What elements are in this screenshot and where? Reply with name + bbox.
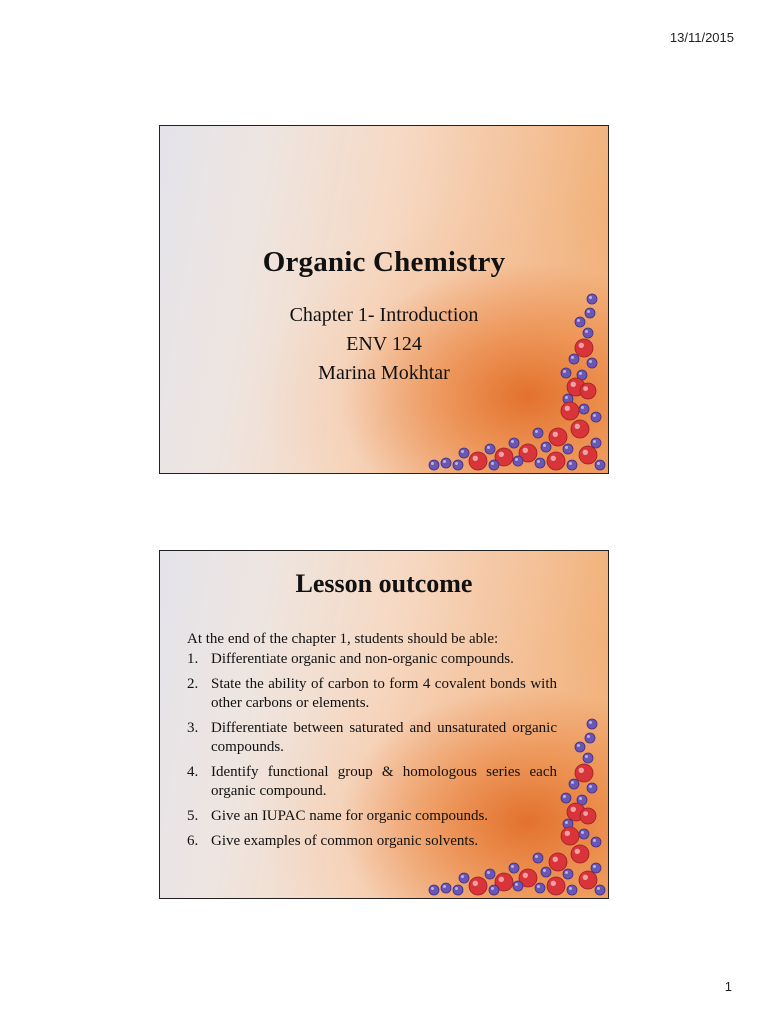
atom-purple-icon — [453, 460, 463, 470]
item-text: Differentiate between saturated and unsaturated organic compounds. — [211, 720, 557, 755]
atom-purple-icon — [533, 853, 543, 863]
atom-highlight — [431, 887, 434, 890]
molecule-decoration-icon — [428, 718, 608, 898]
atom-highlight — [473, 881, 478, 886]
atom-purple-icon — [489, 460, 499, 470]
atom-purple-icon — [459, 448, 469, 458]
atom-purple-icon — [541, 867, 551, 877]
atom-purple-icon — [509, 438, 519, 448]
atom-purple-icon — [569, 779, 579, 789]
atom-purple-icon — [575, 742, 585, 752]
course-code: ENV 124 — [346, 333, 422, 355]
atom-highlight — [443, 460, 446, 463]
outcome-intro: At the end of the chapter 1, students should be able: — [187, 631, 499, 647]
atom-purple-icon — [569, 354, 579, 364]
atom-purple-icon — [563, 869, 573, 879]
atom-highlight — [487, 871, 490, 874]
atom-purple-icon — [567, 885, 577, 895]
atom-highlight — [569, 462, 572, 465]
atom-purple-icon — [561, 368, 571, 378]
atom-purple-icon — [595, 885, 605, 895]
atom-red-icon — [469, 452, 487, 470]
item-text: Give an IUPAC name for organic compounds. — [211, 808, 489, 824]
atom-highlight — [579, 372, 582, 375]
atom-highlight — [589, 785, 592, 788]
atom-purple-icon — [587, 294, 597, 304]
atom-red-icon — [547, 877, 565, 895]
atom-highlight — [571, 807, 576, 812]
atom-red-icon — [547, 452, 565, 470]
item-text: Give examples of common organic solvents. — [211, 833, 479, 849]
atom-highlight — [569, 887, 572, 890]
atom-purple-icon — [595, 460, 605, 470]
atom-highlight — [589, 721, 592, 724]
atom-highlight — [535, 855, 538, 858]
atom-red-icon — [549, 428, 567, 446]
atom-highlight — [587, 310, 590, 313]
atom-highlight — [581, 406, 584, 409]
atom-red-icon — [571, 420, 589, 438]
atom-purple-icon — [563, 444, 573, 454]
atom-highlight — [579, 343, 584, 348]
author-name: Marina Mokhtar — [318, 362, 450, 384]
atom-highlight — [543, 444, 546, 447]
atom-purple-icon — [453, 885, 463, 895]
atom-highlight — [535, 430, 538, 433]
atom-red-icon — [561, 402, 579, 420]
atom-highlight — [553, 432, 558, 437]
atom-highlight — [461, 450, 464, 453]
list-item — [187, 675, 557, 713]
atom-highlight — [473, 456, 478, 461]
item-text: Identify functional group & homologous series each organic compound. — [211, 764, 557, 799]
atom-purple-icon — [459, 873, 469, 883]
atom-highlight — [583, 386, 588, 391]
atom-purple-icon — [485, 869, 495, 879]
atom-highlight — [593, 414, 596, 417]
item-number: 2. — [187, 676, 199, 692]
atom-highlight — [523, 873, 528, 878]
atom-highlight — [583, 450, 588, 455]
atom-purple-icon — [579, 829, 589, 839]
atom-highlight — [431, 462, 434, 465]
atom-highlight — [579, 768, 584, 773]
slide-lesson-outcome — [159, 550, 609, 899]
atom-purple-icon — [429, 460, 439, 470]
atom-purple-icon — [591, 412, 601, 422]
atom-highlight — [593, 839, 596, 842]
atom-highlight — [579, 797, 582, 800]
atom-highlight — [551, 456, 556, 461]
atom-highlight — [563, 370, 566, 373]
atom-highlight — [565, 446, 568, 449]
item-number: 6. — [187, 833, 199, 849]
atom-purple-icon — [583, 328, 593, 338]
atom-purple-icon — [513, 881, 523, 891]
atom-highlight — [499, 452, 504, 457]
atom-highlight — [597, 887, 600, 890]
slide-title: Organic Chemistry — [262, 246, 506, 278]
atom-red-icon — [549, 853, 567, 871]
atom-highlight — [571, 382, 576, 387]
atom-purple-icon — [583, 753, 593, 763]
atom-highlight — [565, 821, 568, 824]
item-number: 5. — [187, 808, 199, 824]
atom-purple-icon — [489, 885, 499, 895]
atom-highlight — [551, 881, 556, 886]
atom-purple-icon — [533, 428, 543, 438]
atom-highlight — [575, 424, 580, 429]
atom-highlight — [577, 319, 580, 322]
atom-purple-icon — [441, 883, 451, 893]
atom-red-icon — [575, 339, 593, 357]
atom-highlight — [593, 865, 596, 868]
atom-purple-icon — [591, 438, 601, 448]
atom-purple-icon — [591, 837, 601, 847]
atom-highlight — [581, 831, 584, 834]
atom-purple-icon — [567, 460, 577, 470]
item-number: 3. — [187, 720, 199, 736]
atom-highlight — [537, 460, 540, 463]
atom-highlight — [515, 458, 518, 461]
atom-highlight — [565, 396, 568, 399]
atom-purple-icon — [591, 863, 601, 873]
slide-title: Lesson outcome — [295, 569, 473, 598]
atom-highlight — [589, 296, 592, 299]
atom-red-icon — [571, 845, 589, 863]
atom-highlight — [511, 865, 514, 868]
atom-purple-icon — [429, 885, 439, 895]
atom-purple-icon — [585, 308, 595, 318]
atom-highlight — [585, 755, 588, 758]
atom-highlight — [455, 462, 458, 465]
item-text: State the ability of carbon to form 4 covalent bonds with other carbons or elements. — [211, 676, 557, 711]
item-number: 1. — [187, 651, 199, 667]
atom-purple-icon — [579, 404, 589, 414]
atom-red-icon — [580, 383, 596, 399]
atom-highlight — [543, 869, 546, 872]
atom-purple-icon — [575, 317, 585, 327]
atom-highlight — [553, 857, 558, 862]
list-item — [187, 650, 557, 669]
atom-red-icon — [579, 871, 597, 889]
atom-red-icon — [579, 446, 597, 464]
atom-highlight — [587, 735, 590, 738]
atom-highlight — [593, 440, 596, 443]
atom-highlight — [583, 811, 588, 816]
atom-red-icon — [575, 764, 593, 782]
atom-highlight — [491, 887, 494, 890]
atom-highlight — [577, 744, 580, 747]
atom-highlight — [565, 406, 570, 411]
atom-highlight — [571, 356, 574, 359]
atom-red-icon — [561, 827, 579, 845]
atom-highlight — [455, 887, 458, 890]
atom-purple-icon — [587, 719, 597, 729]
atom-purple-icon — [535, 883, 545, 893]
atom-highlight — [585, 330, 588, 333]
item-text: Differentiate organic and non-organic compounds. — [211, 651, 514, 667]
atom-purple-icon — [535, 458, 545, 468]
atom-purple-icon — [441, 458, 451, 468]
chapter-line: Chapter 1- Introduction — [289, 304, 479, 326]
atom-highlight — [499, 877, 504, 882]
atom-highlight — [515, 883, 518, 886]
atom-highlight — [575, 849, 580, 854]
atom-red-icon — [469, 877, 487, 895]
atom-highlight — [511, 440, 514, 443]
atom-highlight — [443, 885, 446, 888]
item-number: 4. — [187, 764, 199, 780]
atom-purple-icon — [513, 456, 523, 466]
page-number: 1 — [724, 979, 732, 994]
atom-purple-icon — [541, 442, 551, 452]
atom-red-icon — [580, 808, 596, 824]
atom-highlight — [597, 462, 600, 465]
atom-highlight — [563, 795, 566, 798]
atom-highlight — [589, 360, 592, 363]
atom-purple-icon — [585, 733, 595, 743]
atom-purple-icon — [509, 863, 519, 873]
atom-purple-icon — [485, 444, 495, 454]
atom-purple-icon — [587, 783, 597, 793]
atom-highlight — [571, 781, 574, 784]
atom-highlight — [491, 462, 494, 465]
atom-highlight — [565, 831, 570, 836]
atom-highlight — [565, 871, 568, 874]
atom-purple-icon — [561, 793, 571, 803]
page-date: 13/11/2015 — [669, 30, 734, 45]
atom-highlight — [523, 448, 528, 453]
atom-highlight — [461, 875, 464, 878]
atom-highlight — [537, 885, 540, 888]
molecule-decoration-icon — [428, 293, 608, 473]
slide-title-card — [159, 125, 609, 474]
atom-highlight — [583, 875, 588, 880]
atom-purple-icon — [587, 358, 597, 368]
atom-highlight — [487, 446, 490, 449]
